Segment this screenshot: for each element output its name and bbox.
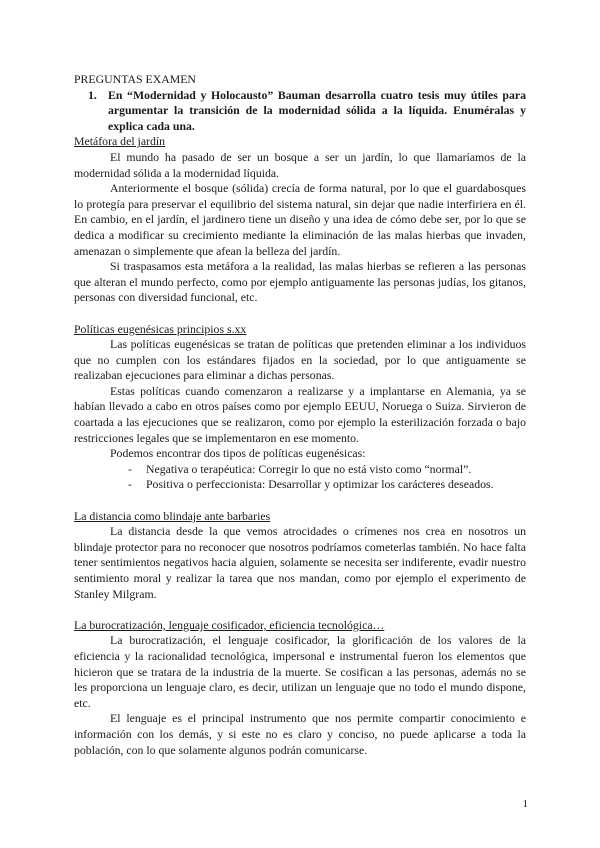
paragraph: Las políticas eugenésicas se tratan de políticas que pretenden eliminar a los individuos que no cumplen con los estándares fijados en la sociedad, por lo que antiguamente se realizaban ejecuciones para eliminar a dichas personas. [74,337,526,383]
paragraph: Estas políticas cuando comenzaron a realizarse y a implantarse en Alemania, ya se habían llevado a cabo en otros países como por ejemplo EEUU, Noruega o Suiza. Sirvieron de coartada a las ejecuciones que se realizaron, como por ejemplo la esterilización forzada o bajo restricciones legales que se implementaron en ese momento. [74,383,526,445]
dash-bullet-icon: - [128,477,132,492]
section-politicas-eugenesicas [74,322,526,494]
paragraph: Podemos encontrar dos tipos de políticas eugenésicas: [110,446,366,461]
section-heading: La distancia como blindaje ante barbaries [74,508,271,523]
question-text: En “Modernidad y Holocausto” Bauman desarrolla cuatro tesis muy útiles para argumentar la transición de la modernidad sólida a la líquida. Enuméralas y explica cada una. [108,87,526,133]
section-distancia-blindaje [74,509,526,603]
dash-bullet-icon: - [128,461,132,476]
question-number: 1. [88,87,97,102]
paragraph: El lenguaje es el principal instrumento que nos permite compartir conocimiento e información con los demás, y si este no es claro y conciso, no puede aplicarse a toda la población, con lo que solamente algunos podrán comunicarse. [74,711,526,757]
section-burocratizacion [74,618,526,758]
section-heading: La burocratización, lenguaje cosificador, eficiencia tecnológica… [74,617,385,632]
paragraph: La distancia desde la que vemos atrocidades o crímenes nos crea en nosotros un blindaje protector para no reconocer que nosotros podríamos cometerlas también. No hace falta tener sentimientos negativos hacia alguien, solamente se necesita ser indiferente, evadir nuestro sentimiento moral y realizar la tarea que nos mandan, como por ejemplo el experimento de Stanley Milgram. [74,524,526,601]
bullet-list [74,462,526,493]
page-number: 1 [522,798,528,810]
section-metafora-jardin [74,134,526,306]
section-heading: Políticas eugenésicas principios s.xx [74,321,247,336]
paragraph: Si traspasamos esta metáfora a la realidad, las malas hierbas se refieren a las personas que alteran el mundo perfecto, como por ejemplo antiguamente las personas judías, los gitanos, personas con diversidad funcional, etc. [74,259,526,305]
list-item [128,462,526,478]
document-page [74,72,526,758]
list-item-text: Negativa o terapéutica: Corregir lo que no está visto como “normal”. [146,461,472,476]
list-item [128,477,526,493]
document-title: PREGUNTAS EXAMEN [74,72,196,86]
list-item-text: Positiva o perfeccionista: Desarrollar y optimizar los carácteres deseados. [146,477,494,492]
paragraph: La burocratización, el lenguaje cosificador, la glorificación de los valores de la eficiencia y la racionalidad tecnológica, impersonal e instrumental fueron los elementos que hicieron que se tratara de la industria de la muerte. Se cosifican a las personas, además no se les proporciona un lenguaje claro, es decir, utilizan un lenguaje que no todo el mundo dispone, etc. [74,633,526,710]
paragraph: El mundo ha pasado de ser un bosque a ser un jardín, lo que llamaríamos de la modernidad sólida a la modernidad líquida. [74,149,526,180]
paragraph: Anteriormente el bosque (sólida) crecía de forma natural, por lo que el guardabosques lo protegía para preservar el equilibrio del sistema natural, sin dejar que nadie interfiriera en él. En cambio, en el jardín, el jardinero tiene un diseño y una idea de cómo debe ser, por lo que se dedica a modificar su crecimiento mediante la eliminación de las malas hierbas que invaden, amenazan o simplemente que afean la belleza del jardín. [74,181,526,258]
exam-question [74,88,526,135]
section-heading: Metáfora del jardín [74,134,166,149]
